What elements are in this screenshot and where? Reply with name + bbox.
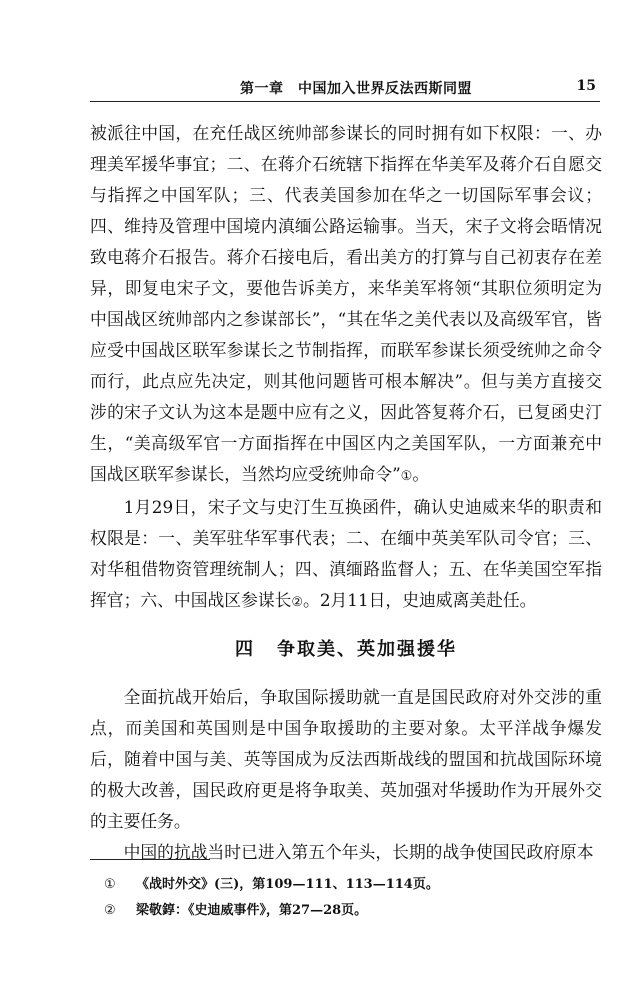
footnote-2: [104, 898, 604, 924]
paragraph-4: 中国的抗战当时已进入第五个年头，长期的战争使国民政府原本: [123, 842, 594, 862]
paragraph-3: 全面抗战开始后，争取国际援助就一直是国民政府对外交涉的重点，而美国和英国则是中国争取援助的主要对象。太平洋战争爆发后，随着中国与美、英等国成为反法西斯战线的盟国和抗战国际环境的极大改善，国民政府更是将争取美、英加强对华援助作为开展外交的主要任务。: [90, 687, 602, 831]
chapter-title: 第一章 中国加入世界反法西斯同盟: [240, 81, 472, 97]
page-body: [90, 118, 602, 868]
footnote-ref-2[interactable]: ②: [291, 595, 304, 610]
spacer: [90, 618, 602, 630]
paragraph-2-end: 。2月11日，史迪威离美赴任。: [303, 590, 537, 610]
footnotes: [104, 872, 604, 924]
page-number: 15: [576, 78, 596, 94]
footnote-rule: [90, 859, 210, 860]
footnote-text-1: 《战时外交》(三)，第109—111、113—114页。: [136, 877, 439, 892]
footnote-1: [104, 872, 604, 898]
section-heading: [90, 630, 602, 670]
paragraph-1-text: 被派往中国，在充任战区统帅部参谋长的同时拥有如下权限：一、办理美军援华事宜；二、在蒋介石统辖下指挥在华美军及蒋介石自愿交与指挥之中国军队；三、代表美国参加在华之一切国际军事会议；四、维持及管理中国境内滇缅公路运输事。当天，宋子文将会晤情况致电蒋介石报告。蒋介石接电后，看出美方的打算与自己初衷存在差异，即复电宋子文，要他告诉美方，来华美军将领“其职位须明定为中国战区统帅部内之参谋部长”，“其在华之美代表以及高级军官，皆应受中国战区联军参谋长之节制指挥，而联军参谋长须受统帅之命令而行，此点应先决定，则其他问题皆可根本解决”。但与美方直接交涉的宋子文认为这本是题中应有之义，因此答复蒋介石，已复函史汀生，“美高级军官一方面指挥在中国区内之美国军队，一方面兼充中国战区联军参谋长，当然均应受统帅命令”: [90, 123, 602, 484]
footnote-ref-1[interactable]: ①: [400, 469, 413, 484]
footnote-text-2: 梁敬錞：《史迪威事件》，第27—28页。: [136, 903, 368, 918]
running-header: [90, 78, 600, 104]
footnote-mark-1: ①: [104, 877, 116, 892]
section-title: 争取美、英加强援华: [277, 639, 457, 660]
paragraph-2: [90, 492, 602, 618]
paragraph-1-end: 。: [412, 464, 430, 484]
header-rule: [90, 101, 600, 102]
footnote-mark-2: ②: [104, 903, 116, 918]
section-number: 四: [235, 639, 255, 660]
paragraph-2-text: 1月29日，宋子文与史汀生互换函件，确认史迪威来华的职责和权限是：一、美军驻华军事代表；二、在缅中英美军队司令官；三、对华租借物资管理统制人；四、滇缅路监督人；五、在华美国空军指挥官；六、中国战区参谋长: [90, 497, 602, 610]
spacer: [90, 670, 602, 682]
paragraph-1: [90, 118, 602, 492]
